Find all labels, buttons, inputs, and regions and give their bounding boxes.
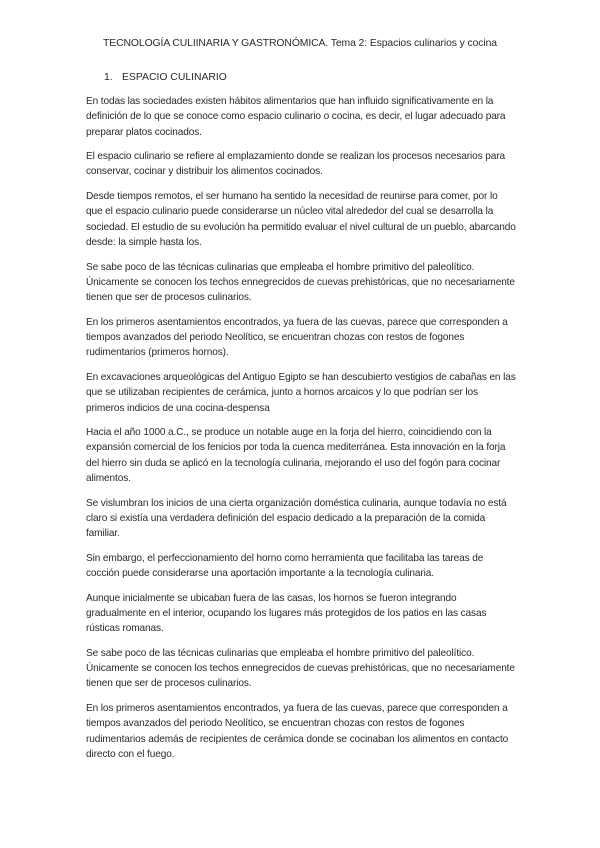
paragraph: Se sabe poco de las técnicas culinarias que empleaba el hombre primitivo del paleolítico. Únicamente se conocen los techos ennegrecidos de cuevas prehistóricas, que no necesariamente tienen que ser de procesos culinarios. — [86, 261, 515, 304]
document-header: TECNOLOGÍA CULIINARIA Y GASTRONÓMICA. Tema 2: Espacios culinarios y cocina — [103, 38, 497, 49]
paragraph: En los primeros asentamientos encontrados, ya fuera de las cuevas, parece que corresponden a tiempos avanzados del periodo Neolítico, se encuentran chozas con restos de fogones rudimentarios además de recipientes de cerámica donde se cocinaban los alimentos en contacto directo con el fuego. — [86, 703, 509, 760]
paragraph: Sin embargo, el perfeccionamiento del horno como herramienta que facilitaba las tareas de cocción puede considerarse una aportación importante a la tecnología culinaria. — [86, 552, 484, 580]
paragraph: Se sabe poco de las técnicas culinarias que empleaba el hombre primitivo del paleolítico. Únicamente se conocen los techos ennegrecidos de cuevas prehistóricas, que no necesariamente tienen que ser de procesos culinarios. — [86, 647, 515, 690]
paragraph: Hacia el año 1000 a.C., se produce un notable auge en la forja del hierro, coincidiendo con la expansión comercial de los fenicios por toda la cuenca mediterránea. Esta innovación en la forja del hierro sin duda se aplicó en la tecnología culinaria, mejorando el uso del fogón para cocinar alimentos. — [86, 427, 506, 485]
paragraph: Aunque inicialmente se ubicaban fuera de las casas, los hornos se fueron integrando gradualmente en el interior, ocupando los lugares más protegidos de los patios en las casas rústicas romanas. — [86, 592, 487, 635]
paragraph: En los primeros asentamientos encontrados, ya fuera de las cuevas, parece que corresponden a tiempos avanzados del periodo Neolítico, se encuentran chozas con restos de fogones rudimentarios (primeros hornos). — [86, 316, 508, 359]
paragraph: El espacio culinario se refiere al emplazamiento donde se realizan los procesos necesarios para conservar, cocinar y distribuir los alimentos cocinados. — [86, 151, 505, 178]
section-heading — [104, 72, 227, 83]
document-body — [86, 94, 516, 772]
paragraph: Se vislumbran los inicios de una cierta organización doméstica culinaria, aunque todavía no está claro si existía una verdadera definición del espacio dedicado a la preparación de la comida familiar. — [86, 497, 507, 540]
paragraph: En todas las sociedades existen hábitos alimentarios que han influido significativamente en la definición de lo que se conoce como espacio culinario o cocina, es decir, el lugar adecuado para preparar platos cocinados. — [86, 96, 506, 138]
section-number: 1. — [104, 72, 113, 83]
paragraph: Desde tiempos remotos, el ser humano ha sentido la necesidad de reunirse para comer, por lo que el espacio culinario puede considerarse un núcleo vital alrededor del cual se desarrolla la sociedad. El estudio de su evolución ha permitido evaluar el nivel cultural de un pueblo, abarcando desde: la simple hasta los. — [86, 191, 516, 248]
paragraph: En excavaciones arqueológicas del Antiguo Egipto se han descubierto vestigios de cabañas en las que se utilizaban recipientes de cerámica, junto a hornos arcaicos y lo que podrían ser los primeros indicios de una cocina-despensa — [86, 371, 516, 414]
section-title: ESPACIO CULINARIO — [122, 72, 227, 83]
